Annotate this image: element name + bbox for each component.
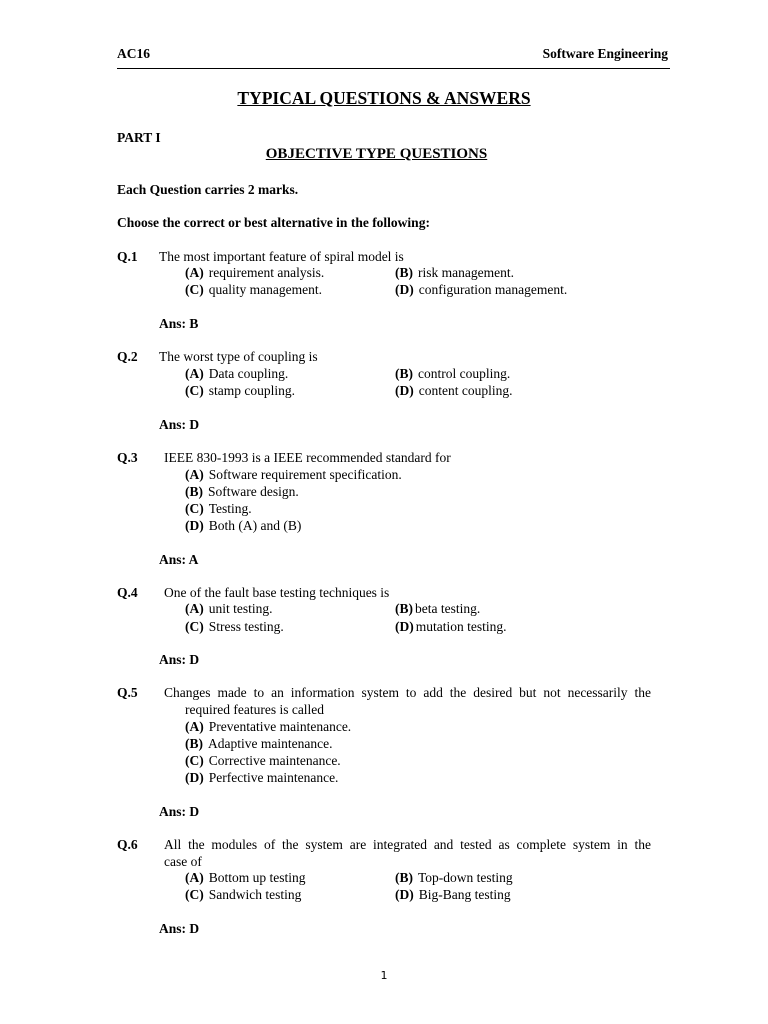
question-text: One of the fault base testing techniques is <box>164 585 390 600</box>
question-text: The worst type of coupling is <box>159 349 318 364</box>
marks-note: Each Question carries 2 marks. <box>117 182 299 197</box>
option-b: (B) Adaptive maintenance. <box>185 736 333 751</box>
question-text: The most important feature of spiral model is <box>159 249 404 264</box>
question-number: Q.4 <box>117 585 138 600</box>
header-course-code: AC16 <box>117 46 150 61</box>
question-text-continued: required features is called <box>185 702 325 717</box>
question-text-continued: case of <box>164 854 202 869</box>
option-a: (A) Data coupling. <box>185 366 289 381</box>
answer: Ans: D <box>159 804 200 819</box>
section-title: OBJECTIVE TYPE QUESTIONS <box>265 146 488 162</box>
option-a: (A) unit testing. <box>185 601 273 616</box>
question-number: Q.1 <box>117 249 138 264</box>
question-number: Q.5 <box>117 685 138 700</box>
option-d: (D) Perfective maintenance. <box>185 770 339 785</box>
answer: Ans: D <box>159 921 200 936</box>
answer: Ans: A <box>159 552 199 567</box>
question-number: Q.2 <box>117 349 138 364</box>
option-d: (D) content coupling. <box>395 383 513 398</box>
option-a: (A) requirement analysis. <box>185 265 325 280</box>
part-label: PART I <box>117 130 161 145</box>
header-subject: Software Engineering <box>542 46 668 61</box>
option-a: (A) Software requirement specification. <box>185 467 402 482</box>
option-d: (D) Big-Bang testing <box>395 887 511 902</box>
option-b: (B) control coupling. <box>395 366 511 381</box>
header-rule <box>117 68 670 69</box>
instruction: Choose the correct or best alternative in the following: <box>117 215 430 230</box>
option-c: (C) Sandwich testing <box>185 887 302 902</box>
option-d: (D) mutation testing. <box>395 619 507 634</box>
option-c: (C) Testing. <box>185 501 252 516</box>
page-title: TYPICAL QUESTIONS & ANSWERS <box>237 88 531 108</box>
option-c: (C) quality management. <box>185 282 322 297</box>
answer: Ans: D <box>159 652 200 667</box>
option-b: (B) Software design. <box>185 484 299 499</box>
question-number: Q.6 <box>117 837 138 852</box>
option-c: (C) Stress testing. <box>185 619 284 634</box>
answer: Ans: D <box>159 417 200 432</box>
option-d: (D) configuration management. <box>395 282 568 297</box>
option-b: (B) Top-down testing <box>395 870 513 885</box>
answer: Ans: B <box>159 316 199 331</box>
option-c: (C) Corrective maintenance. <box>185 753 341 768</box>
option-d: (D) Both (A) and (B) <box>185 518 302 533</box>
question-number: Q.3 <box>117 450 138 465</box>
question-text: Changes made to an information system to add the desired but not necessarily the <box>164 685 651 700</box>
question-text: All the modules of the system are integrated and tested as complete system in the <box>164 837 651 852</box>
page-number: 1 <box>380 969 388 982</box>
option-b: (B) risk management. <box>395 265 514 280</box>
option-a: (A) Bottom up testing <box>185 870 306 885</box>
question-text: IEEE 830-1993 is a IEEE recommended standard for <box>164 450 451 465</box>
option-b: (B) beta testing. <box>395 601 481 616</box>
option-c: (C) stamp coupling. <box>185 383 295 398</box>
option-a: (A) Preventative maintenance. <box>185 719 352 734</box>
